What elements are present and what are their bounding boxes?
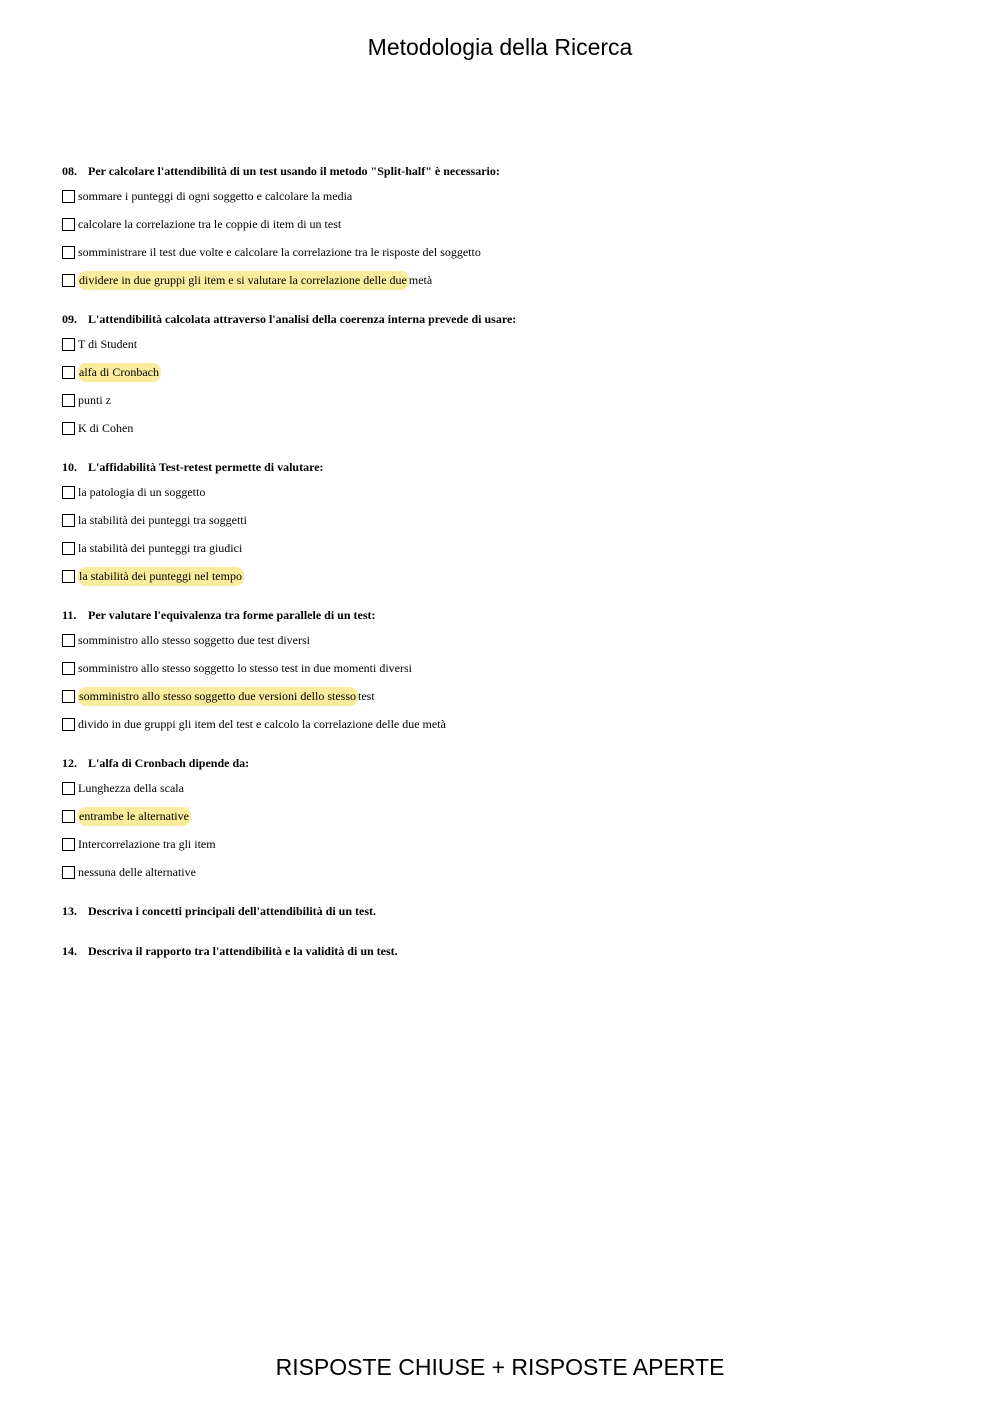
- checkbox[interactable]: [62, 718, 75, 731]
- question-text: [62, 900, 942, 922]
- open-question-14: [62, 940, 942, 962]
- question-number: 12.: [62, 756, 77, 770]
- option-text: somministrare il test due volte e calcolare la correlazione tra le risposte del soggetto: [78, 244, 481, 259]
- checkbox[interactable]: [62, 486, 75, 499]
- option-text: K di Cohen: [78, 420, 134, 435]
- answer-option-correct[interactable]: [62, 266, 942, 294]
- question-label: Descriva il rapporto tra l'attendibilità e la validità di un test.: [88, 944, 398, 958]
- answer-option[interactable]: [62, 210, 942, 238]
- option-text: T di Student: [78, 336, 138, 351]
- option-text: nessuna delle alternative: [78, 864, 196, 879]
- checkbox[interactable]: [62, 542, 75, 555]
- question-08: [62, 160, 942, 294]
- answer-option[interactable]: [62, 330, 942, 358]
- option-text: sommare i punteggi di ogni soggetto e calcolare la media: [78, 188, 353, 203]
- checkbox[interactable]: [62, 422, 75, 435]
- question-number: 09.: [62, 312, 77, 326]
- question-10: [62, 456, 942, 590]
- question-number: 08.: [62, 164, 77, 178]
- answer-option-correct[interactable]: [62, 682, 942, 710]
- highlighted-answer: somministro allo stesso soggetto due versioni dello stesso: [78, 687, 358, 706]
- question-label: Per calcolare l'attendibilità di un test usando il metodo "Split-half" è necessario:: [88, 164, 500, 178]
- highlighted-answer: entrambe le alternative: [78, 807, 191, 826]
- checkbox[interactable]: [62, 366, 75, 379]
- question-label: Descriva i concetti principali dell'attendibilità di un test.: [88, 904, 376, 918]
- answer-option[interactable]: [62, 478, 942, 506]
- highlighted-answer: alfa di Cronbach: [78, 363, 161, 382]
- option-text: test: [357, 688, 375, 703]
- option-text: la stabilità dei punteggi tra giudici: [78, 540, 243, 555]
- question-text: [62, 604, 942, 626]
- checkbox[interactable]: [62, 838, 75, 851]
- highlighted-answer: dividere in due gruppi gli item e si valutare la correlazione delle due: [78, 271, 409, 290]
- checkbox[interactable]: [62, 570, 75, 583]
- answer-option-correct[interactable]: [62, 358, 942, 386]
- question-number: 10.: [62, 460, 77, 474]
- question-text: [62, 752, 942, 774]
- option-text: la stabilità dei punteggi tra soggetti: [78, 512, 247, 527]
- checkbox[interactable]: [62, 662, 75, 675]
- answer-option[interactable]: [62, 858, 942, 886]
- checkbox[interactable]: [62, 190, 75, 203]
- answer-option[interactable]: [62, 654, 942, 682]
- option-text: somministro allo stesso soggetto lo stesso test in due momenti diversi: [78, 660, 412, 675]
- answer-option[interactable]: [62, 182, 942, 210]
- answer-option[interactable]: [62, 626, 942, 654]
- checkbox[interactable]: [62, 690, 75, 703]
- question-text: [62, 160, 942, 182]
- answer-option[interactable]: [62, 386, 942, 414]
- answer-option-correct[interactable]: [62, 562, 942, 590]
- question-text: [62, 308, 942, 330]
- answer-option[interactable]: [62, 414, 942, 442]
- checkbox[interactable]: [62, 246, 75, 259]
- answer-option[interactable]: [62, 710, 942, 738]
- highlighted-answer: la stabilità dei punteggi nel tempo: [78, 567, 244, 586]
- option-text: la patologia di un soggetto: [78, 484, 206, 499]
- open-question-13: [62, 900, 942, 922]
- checkbox[interactable]: [62, 810, 75, 823]
- checkbox[interactable]: [62, 634, 75, 647]
- question-number: 11.: [62, 608, 77, 622]
- option-text: somministro allo stesso soggetto due test diversi: [78, 632, 310, 647]
- question-label: L'attendibilità calcolata attraverso l'analisi della coerenza interna prevede di usare:: [88, 312, 517, 326]
- page-footer: RISPOSTE CHIUSE + RISPOSTE APERTE: [275, 1354, 725, 1380]
- answer-option[interactable]: [62, 506, 942, 534]
- answer-option-correct[interactable]: [62, 802, 942, 830]
- answer-option[interactable]: [62, 774, 942, 802]
- question-number: 14.: [62, 944, 77, 958]
- question-text: [62, 940, 942, 962]
- checkbox[interactable]: [62, 218, 75, 231]
- option-text: metà: [408, 272, 433, 287]
- answer-option[interactable]: [62, 830, 942, 858]
- option-text: divido in due gruppi gli item del test e calcolo la correlazione delle due metà: [78, 716, 446, 731]
- question-09: [62, 308, 942, 442]
- checkbox[interactable]: [62, 866, 75, 879]
- checkbox[interactable]: [62, 514, 75, 527]
- question-label: L'affidabilità Test-retest permette di valutare:: [88, 460, 324, 474]
- option-text: punti z: [78, 392, 111, 407]
- checkbox[interactable]: [62, 394, 75, 407]
- answer-option[interactable]: [62, 238, 942, 266]
- question-label: L'alfa di Cronbach dipende da:: [88, 756, 250, 770]
- questionnaire: [62, 160, 942, 980]
- option-text: Lunghezza della scala: [78, 780, 184, 795]
- question-text: [62, 456, 942, 478]
- page-title: Metodologia della Ricerca: [367, 34, 633, 60]
- checkbox[interactable]: [62, 782, 75, 795]
- option-text: calcolare la correlazione tra le coppie di item di un test: [78, 216, 342, 231]
- checkbox[interactable]: [62, 338, 75, 351]
- question-number: 13.: [62, 904, 77, 918]
- question-11: [62, 604, 942, 738]
- checkbox[interactable]: [62, 274, 75, 287]
- question-label: Per valutare l'equivalenza tra forme parallele di un test:: [88, 608, 376, 622]
- question-12: [62, 752, 942, 886]
- answer-option[interactable]: [62, 534, 942, 562]
- option-text: Intercorrelazione tra gli item: [78, 836, 216, 851]
